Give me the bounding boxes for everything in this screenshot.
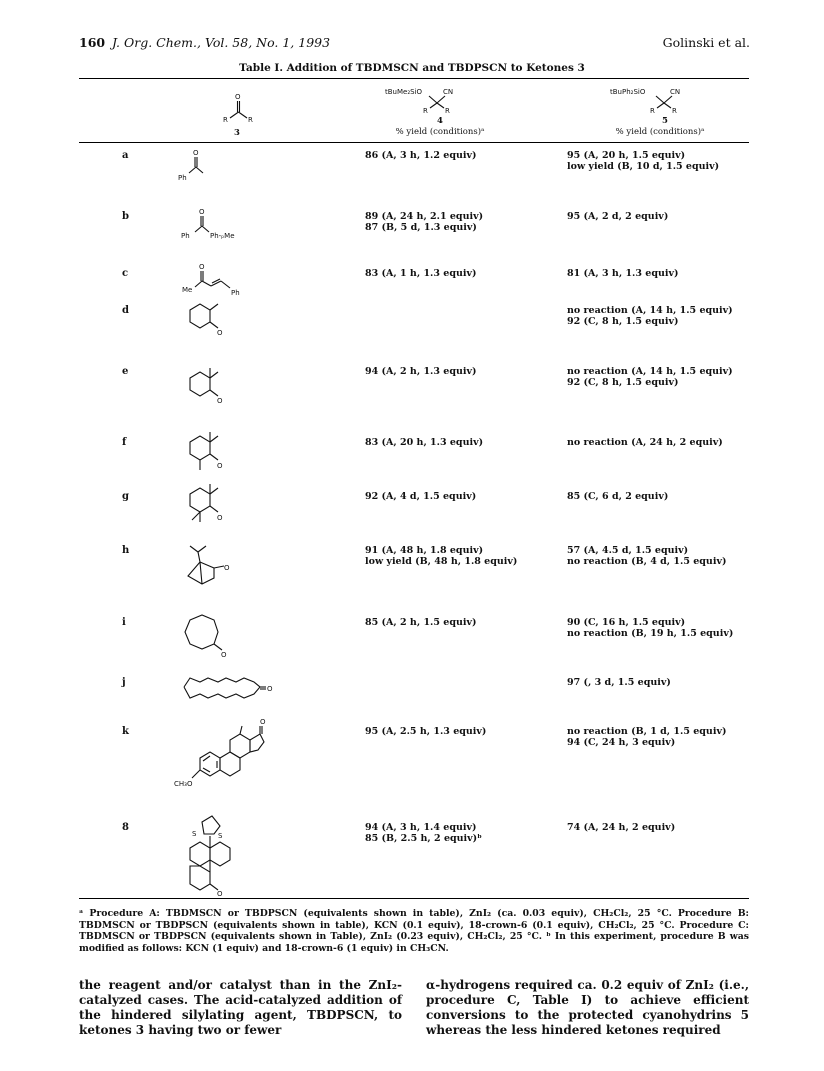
reagent-4: tBuMe₂SiO [385,88,423,96]
row-label-8: 8 [122,822,129,833]
page-number: 160 [79,35,106,50]
yield5-8: 74 (A, 24 h, 2 equiv) [567,822,676,833]
col4-label: 4 [437,116,443,126]
structure-g [180,480,230,528]
body-text-left: the reagent and/or catalyst than in the ZnI₂-catalyzed cases. The acid-catalyzed addition of the hindered silylating agent, TBDPSCN, to ketones 3 having two or fewer [79,978,402,1037]
col5-label: 5 [662,116,668,126]
yield5-a: 95 (A, 20 h, 1.5 equiv) low yield (B, 10 d, 1.5 equiv) [567,150,720,172]
row-label-e: e [122,366,129,377]
r1-5: R [650,107,655,115]
yield4-e: 94 (A, 2 h, 1.3 equiv) [365,366,477,377]
table-footnote: ᵃ Procedure A: TBDMSCN or TBDPSCN (equivalents shown in table), ZnI₂ (ca. 0.03 equiv), CH₂Cl₂, 25 °C. Procedure B: TBDMSCN or TBDPSCN (equivalents shown in table), KCN (0.1 equiv), 18-crown-6 (0.1 equiv), CH₂Cl₂, 25 °C. Procedure C: TBDMSCN or TBDPSCN (equivalents shown in Table), ZnI₂ (0.23 equiv), CH₂Cl₂, 25 °C. ᵇ In this experiment, procedure B was modified as follows: KCN (1 equiv) and 18-crown-6 (1 equiv) in CH₃CN. [79,908,749,954]
row-label-a: a [122,150,129,161]
atom-o-i: O [221,651,227,659]
structure-8 [180,812,250,898]
atom-o-a: O [193,149,199,157]
structure-e [180,364,230,406]
yield4-a: 86 (A, 3 h, 1.2 equiv) [365,150,477,161]
r2-5: R [672,107,677,115]
structure-c [175,262,255,296]
journal-citation: J. Org. Chem., Vol. 58, No. 1, 1993 [112,35,331,50]
atom-o-c: O [199,263,205,271]
atom-meo-k: CH₃O [174,780,193,788]
col5-caption: % yield (conditions)ᵃ [615,127,705,137]
yield4-b: 89 (A, 24 h, 2.1 equiv) 87 (B, 5 d, 1.3 equiv) [365,211,484,233]
row-label-d: d [122,305,129,316]
atom-ph-b: Ph [181,232,190,240]
yield5-k: no reaction (B, 1 d, 1.5 equiv) 94 (C, 24 h, 3 equiv) [567,726,727,748]
atom-o: O [235,93,241,101]
cn-4: CN [443,88,454,96]
atom-o-8: O [217,890,223,898]
atom-o-e: O [217,397,223,405]
row-label-f: f [122,437,127,448]
yield4-k: 95 (A, 2.5 h, 1.3 equiv) [365,726,487,737]
table-bottom-rule [79,898,749,899]
atom-o-d: O [217,329,223,337]
yield5-d: no reaction (A, 14 h, 1.5 equiv) 92 (C, 8 h, 1.5 equiv) [567,305,733,327]
yield5-j: 97 (, 3 d, 1.5 equiv) [567,677,671,688]
row-label-b: b [122,211,129,222]
row-label-k: k [122,726,129,737]
row-label-c: c [122,268,129,279]
yield4-g: 92 (A, 4 d, 1.5 equiv) [365,491,477,502]
reagent-5: tBuPh₂SiO [610,88,646,96]
body-text-right: α-hydrogens required ca. 0.2 equiv of ZnI₂ (i.e., procedure C, Table I) to achieve efficient conversions to the protected cyanohydrins 5 whereas the less hindered ketones required [426,978,749,1037]
structure-j [180,672,280,702]
atom-o-b: O [199,208,205,216]
r1-4: R [423,107,428,115]
atom-me-c: Me [182,286,193,294]
ketone-3-structure [215,92,275,124]
cyanohydrin-5-structure [610,86,720,114]
structure-b [175,207,265,239]
atom-o-j: O [267,685,273,693]
structure-d [180,300,230,340]
yield5-i: 90 (C, 16 h, 1.5 equiv) no reaction (B, 19 h, 1.5 equiv) [567,617,734,639]
col4-caption: % yield (conditions)ᵃ [395,127,485,137]
atom-o-k: O [260,718,266,726]
table-title: Table I. Addition of TBDMSCN and TBDPSCN to Ketones 3 [239,62,585,74]
cn-5: CN [670,88,681,96]
row-label-j: j [122,677,126,688]
row-label-h: h [122,545,130,556]
row-label-g: g [122,491,129,502]
structure-f [180,428,230,474]
atom-r2: R [248,116,253,124]
yield5-h: 57 (A, 4.5 d, 1.5 equiv) no reaction (B, 4 d, 1.5 equiv) [567,545,727,567]
running-authors: Golinski et al. [662,35,750,50]
yield5-f: no reaction (A, 24 h, 2 equiv) [567,437,723,448]
atom-r1: R [223,116,228,124]
atom-ph-c: Ph [231,289,240,297]
atom-o-h: O [224,564,230,572]
col3-label: 3 [234,128,240,138]
cyanohydrin-4-structure [385,86,495,114]
yield4-8: 94 (A, 3 h, 1.4 equiv) 85 (B, 2.5 h, 2 equiv)ᵇ [365,822,482,844]
atom-s2-8: S [218,832,223,840]
yield4-f: 83 (A, 20 h, 1.3 equiv) [365,437,484,448]
yield5-g: 85 (C, 6 d, 2 equiv) [567,491,669,502]
atom-ph-a: Ph [178,174,187,182]
structure-k [174,718,300,790]
atom-o-f: O [217,462,223,470]
yield5-c: 81 (A, 3 h, 1.3 equiv) [567,268,679,279]
structure-i [180,612,234,658]
yield5-e: no reaction (A, 14 h, 1.5 equiv) 92 (C, 8 h, 1.5 equiv) [567,366,733,388]
yield4-h: 91 (A, 48 h, 1.8 equiv) low yield (B, 48 h, 1.8 equiv) [365,545,518,567]
atom-o-g: O [217,514,223,522]
atom-s1-8: S [192,830,197,838]
row-label-i: i [122,617,126,628]
yield4-i: 85 (A, 2 h, 1.5 equiv) [365,617,477,628]
yield5-b: 95 (A, 2 d, 2 equiv) [567,211,669,222]
structure-a [175,148,225,182]
atom-tolyl-b: Ph-ₚMe [210,232,235,240]
table-top-rule [79,78,749,79]
r2-4: R [445,107,450,115]
structure-h [180,540,240,590]
yield4-c: 83 (A, 1 h, 1.3 equiv) [365,268,477,279]
table-header-rule [79,142,749,143]
